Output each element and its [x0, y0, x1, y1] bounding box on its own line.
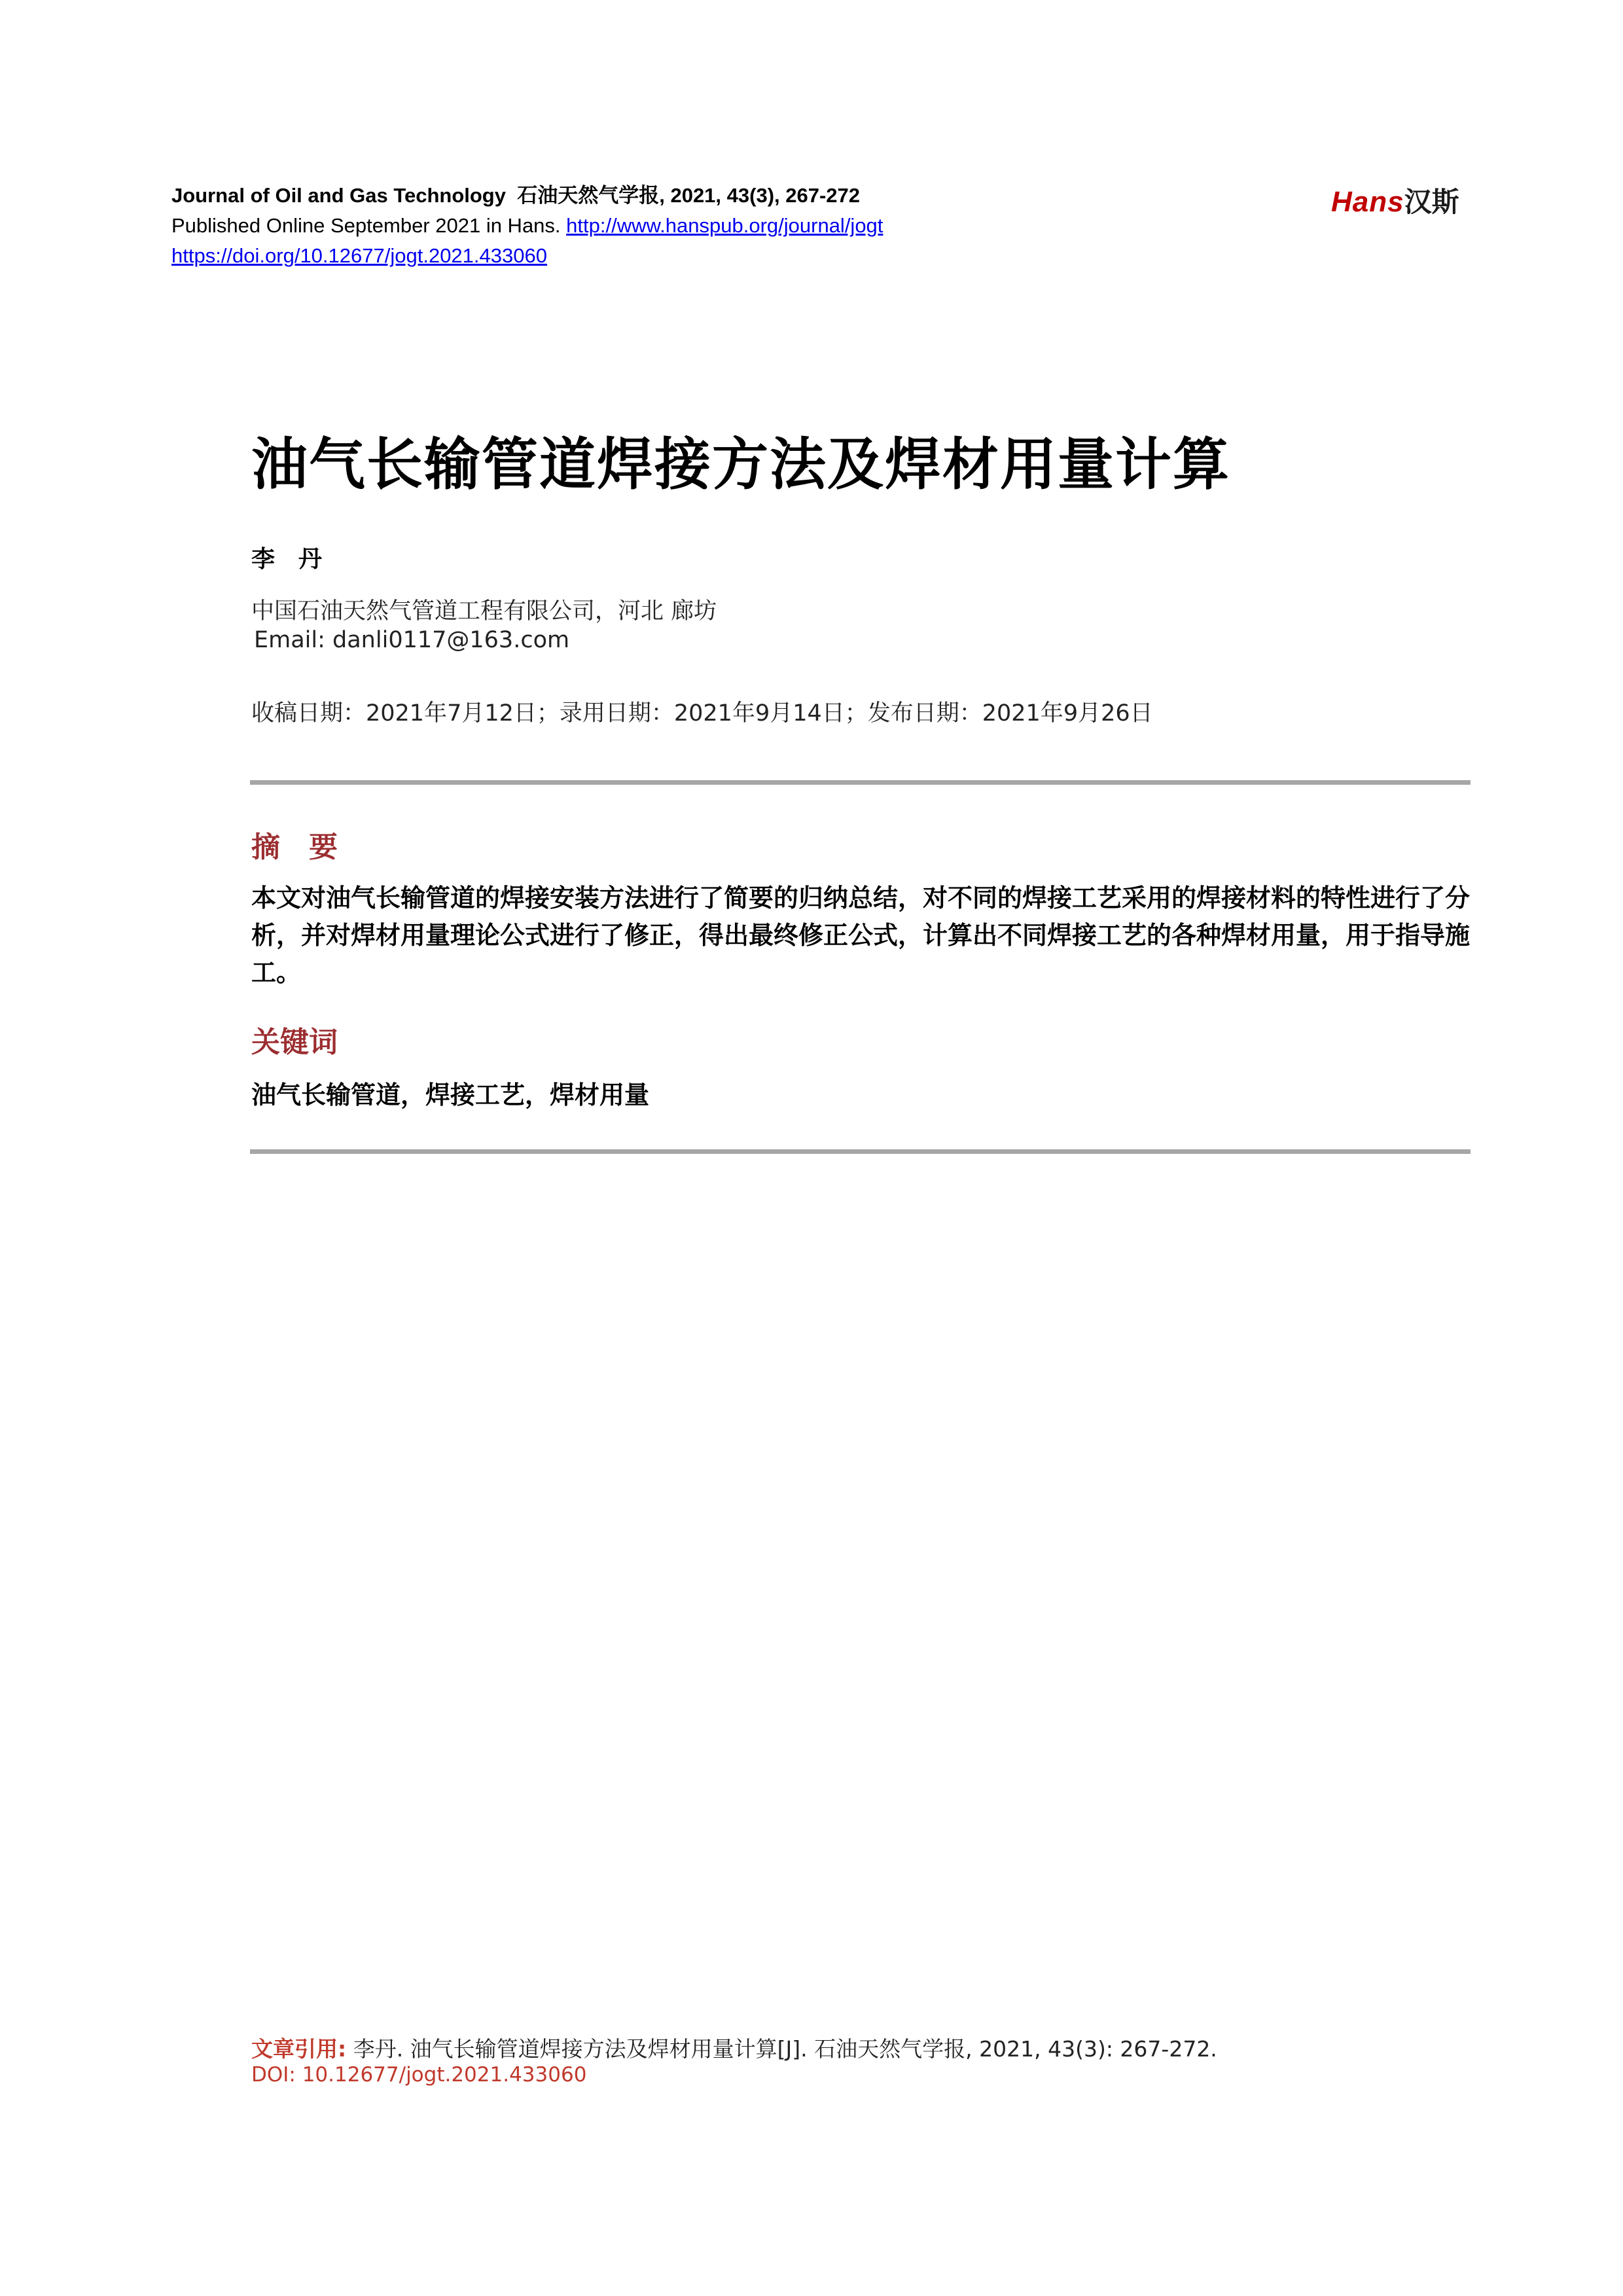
- section-divider-bottom: [250, 1149, 1471, 1154]
- affiliation: 中国石油天然气管道工程有限公司，河北 廊坊: [251, 598, 717, 624]
- section-divider-top: [250, 780, 1471, 785]
- citation-doi: DOI: 10.12677/jogt.2021.433060: [251, 2063, 587, 2087]
- published-text: Published Online September 2021 in Hans.: [171, 214, 561, 237]
- published-line: [171, 211, 883, 241]
- author-email: Email: danli0117@163.com: [254, 627, 570, 653]
- paper-title: 油气长输管道焊接方法及焊材用量计算: [251, 432, 1230, 497]
- doi-url-link[interactable]: https://doi.org/10.12677/jogt.2021.433060: [171, 244, 547, 267]
- keywords-text: 油气长输管道，焊接工艺，焊材用量: [251, 1081, 650, 1109]
- author-name: 李丹: [251, 546, 346, 573]
- hans-logo-cn: 汉斯: [1404, 186, 1459, 218]
- journal-line: [171, 181, 860, 211]
- abstract-heading: 摘 要: [251, 831, 338, 864]
- doi-url-line: [171, 241, 547, 271]
- hans-logo: [1331, 181, 1459, 220]
- citation-label: 文章引用:: [251, 2036, 347, 2062]
- keywords-heading: 关键词: [251, 1026, 338, 1059]
- hans-logo-latin: Hans: [1331, 186, 1404, 218]
- journal-name-en: Journal of Oil and Gas Technology: [171, 184, 506, 207]
- journal-citation-cn: 石油天然气学报, 2021, 43(3), 267-272: [517, 184, 861, 207]
- journal-url-link[interactable]: http://www.hanspub.org/journal/jogt: [566, 214, 883, 237]
- abstract-text: 本文对油气长输管道的焊接安装方法进行了简要的归纳总结，对不同的焊接工艺采用的焊接材料的特性进行了分析，并对焊材用量理论公式进行了修正，得出最终修正公式，计算出不同焊接工艺的各种焊材用量，用于指导施工。: [251, 884, 1471, 987]
- citation-line: [251, 2032, 1217, 2063]
- submission-dates: 收稿日期：2021年7月12日；录用日期：2021年9月14日；发布日期：2021年9月26日: [251, 700, 1153, 726]
- citation-text: 李丹. 油气长输管道焊接方法及焊材用量计算[J]. 石油天然气学报, 2021, 43(3): 267-272.: [353, 2036, 1217, 2062]
